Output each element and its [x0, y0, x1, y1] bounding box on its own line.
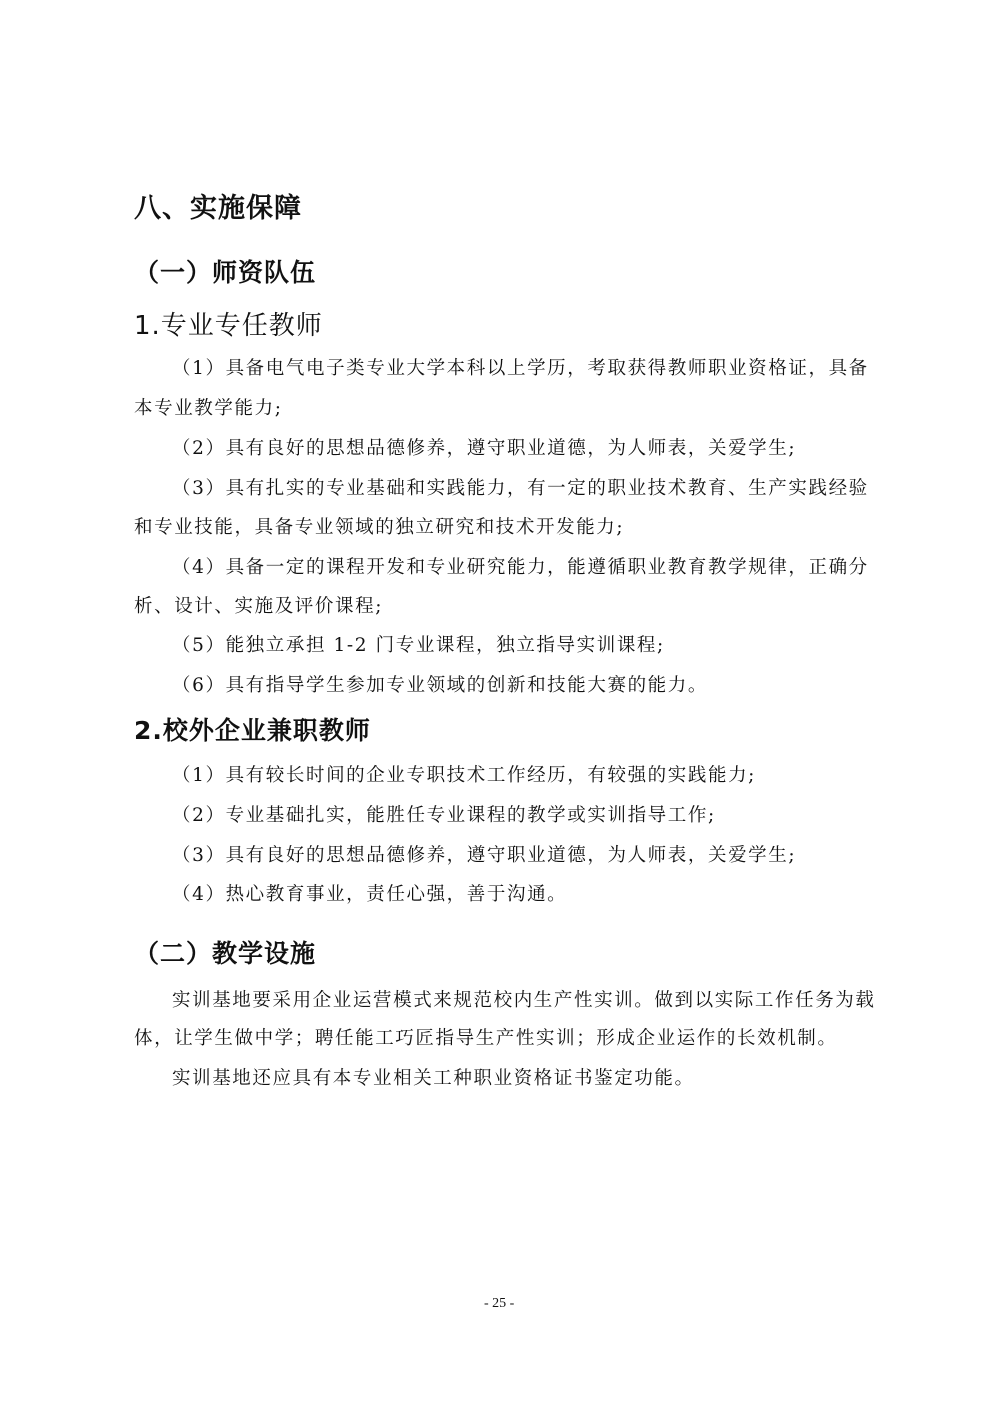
teachers-heading: （一）师资队伍: [134, 258, 317, 287]
section-title: 八、实施保障: [134, 193, 302, 224]
parttime-item-1: （1）具有较长时间的企业专职技术工作经历，有较强的实践能力;: [172, 765, 757, 786]
fulltime-teachers-heading: 1.专业专任教师: [134, 311, 323, 341]
fulltime-item-1-line-1: （1）具备电气电子类专业大学本科以上学历，考取获得教师职业资格证，具备: [172, 358, 869, 379]
parttime-item-2: （2）专业基础扎实，能胜任专业课程的教学或实训指导工作;: [172, 805, 716, 826]
facilities-para-1-line-2: 体，让学生做中学；聘任能工巧匠指导生产性实训；形成企业运作的长效机制。: [134, 1028, 838, 1049]
fulltime-item-1-line-2: 本专业教学能力;: [134, 398, 283, 419]
fulltime-item-3-line-2: 和专业技能，具备专业领域的独立研究和技术开发能力;: [134, 517, 625, 538]
fulltime-item-6: （6）具有指导学生参加专业领域的创新和技能大赛的能力。: [172, 675, 708, 696]
fulltime-item-4-line-1: （4）具备一定的课程开发和专业研究能力，能遵循职业教育教学规律，正确分: [172, 557, 869, 578]
page-number: - 25 -: [484, 1296, 515, 1311]
fulltime-item-3-line-1: （3）具有扎实的专业基础和实践能力，有一定的职业技术教育、生产实践经验: [172, 478, 869, 499]
facilities-para-2: 实训基地还应具有本专业相关工种职业资格证书鉴定功能。: [172, 1068, 695, 1089]
facilities-heading: （二）教学设施: [134, 939, 317, 968]
parttime-item-4: （4）热心教育事业，责任心强，善于沟通。: [172, 884, 568, 905]
fulltime-item-5: （5）能独立承担 1-2 门专业课程，独立指导实训课程;: [172, 635, 665, 656]
fulltime-item-4-line-2: 析、设计、实施及评价课程;: [134, 596, 384, 617]
fulltime-item-2: （2）具有良好的思想品德修养，遵守职业道德，为人师表，关爱学生;: [172, 438, 797, 459]
parttime-teachers-heading: 2.校外企业兼职教师: [134, 716, 371, 745]
parttime-item-3: （3）具有良好的思想品德修养，遵守职业道德，为人师表，关爱学生;: [172, 845, 797, 866]
facilities-para-1-line-1: 实训基地要采用企业运营模式来规范校内生产性实训。做到以实际工作任务为载: [172, 990, 876, 1011]
